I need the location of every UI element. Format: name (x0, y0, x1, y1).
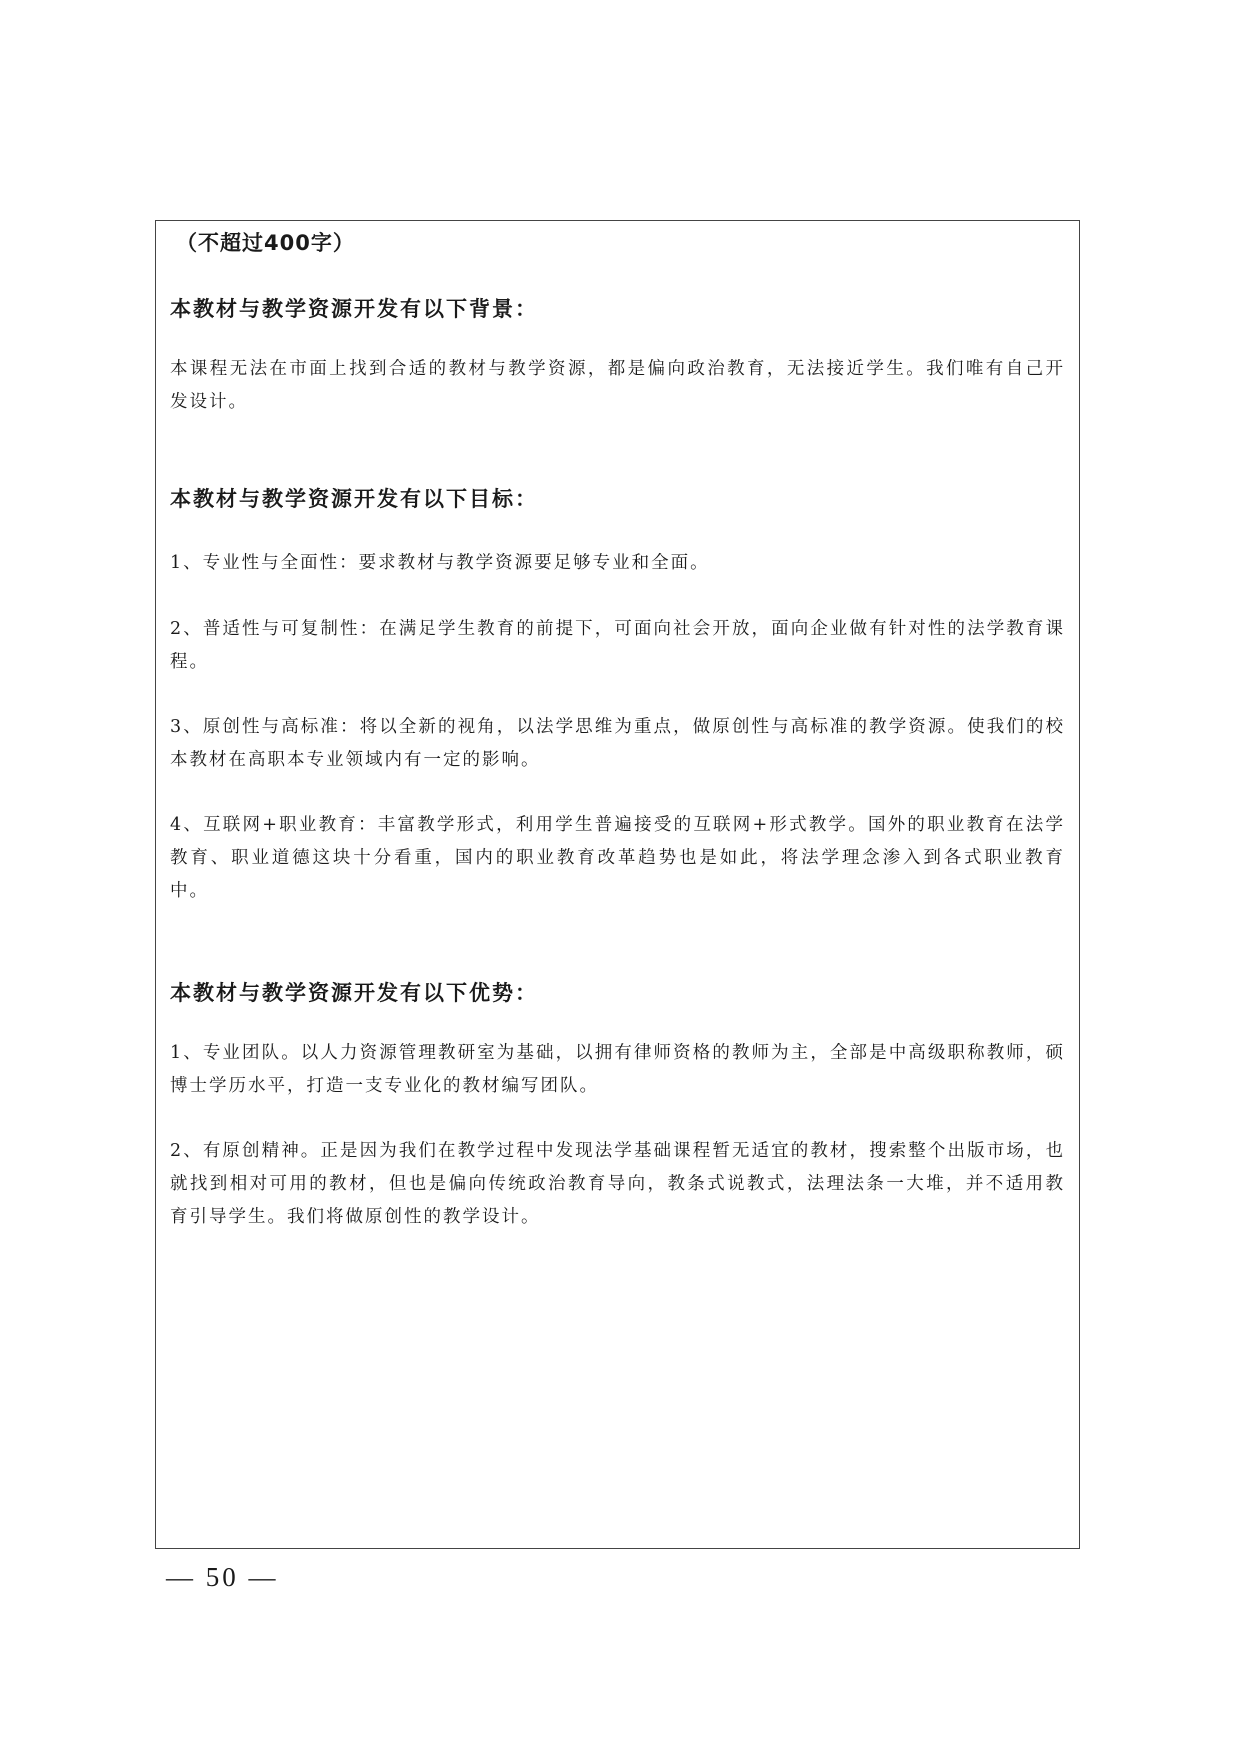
goal-item-2: 2、普适性与可复制性：在满足学生教育的前提下，可面向社会开放，面向企业做有针对性的法学教育课程。 (170, 619, 1065, 672)
word-limit-note: （不超过400字） (176, 231, 355, 255)
advantage-item-1: 1、专业团队。以人力资源管理教研室为基础，以拥有律师资格的教师为主，全部是中高级职称教师，硕博士学历水平，打造一支专业化的教材编写团队。 (170, 1043, 1065, 1096)
page-number: — 50 — (166, 1562, 279, 1592)
form-content-box (155, 220, 1080, 1549)
goal-item-4: 4、互联网+职业教育：丰富教学形式，利用学生普遍接受的互联网+形式教学。国外的职业教育在法学教育、职业道德这块十分看重，国内的职业教育改革趋势也是如此，将法学理念渗入到各式职业教育中。 (170, 815, 1065, 901)
goals-heading: 本教材与教学资源开发有以下目标： (170, 487, 538, 511)
goal-item-1: 1、专业性与全面性：要求教材与教学资源要足够专业和全面。 (170, 553, 710, 573)
advantages-heading: 本教材与教学资源开发有以下优势： (170, 981, 538, 1005)
background-paragraph-1: 本课程无法在市面上找到合适的教材与教学资源，都是偏向政治教育，无法接近学生。我们唯有自己开发设计。 (170, 359, 1065, 412)
background-heading: 本教材与教学资源开发有以下背景： (170, 297, 538, 321)
goal-item-3: 3、原创性与高标准：将以全新的视角，以法学思维为重点，做原创性与高标准的教学资源。使我们的校本教材在高职本专业领域内有一定的影响。 (170, 717, 1065, 770)
advantage-item-2: 2、有原创精神。正是因为我们在教学过程中发现法学基础课程暂无适宜的教材，搜索整个出版市场，也就找到相对可用的教材，但也是偏向传统政治教育导向，教条式说教式，法理法条一大堆，并不适用教育引导学生。我们将做原创性的教学设计。 (170, 1141, 1065, 1227)
